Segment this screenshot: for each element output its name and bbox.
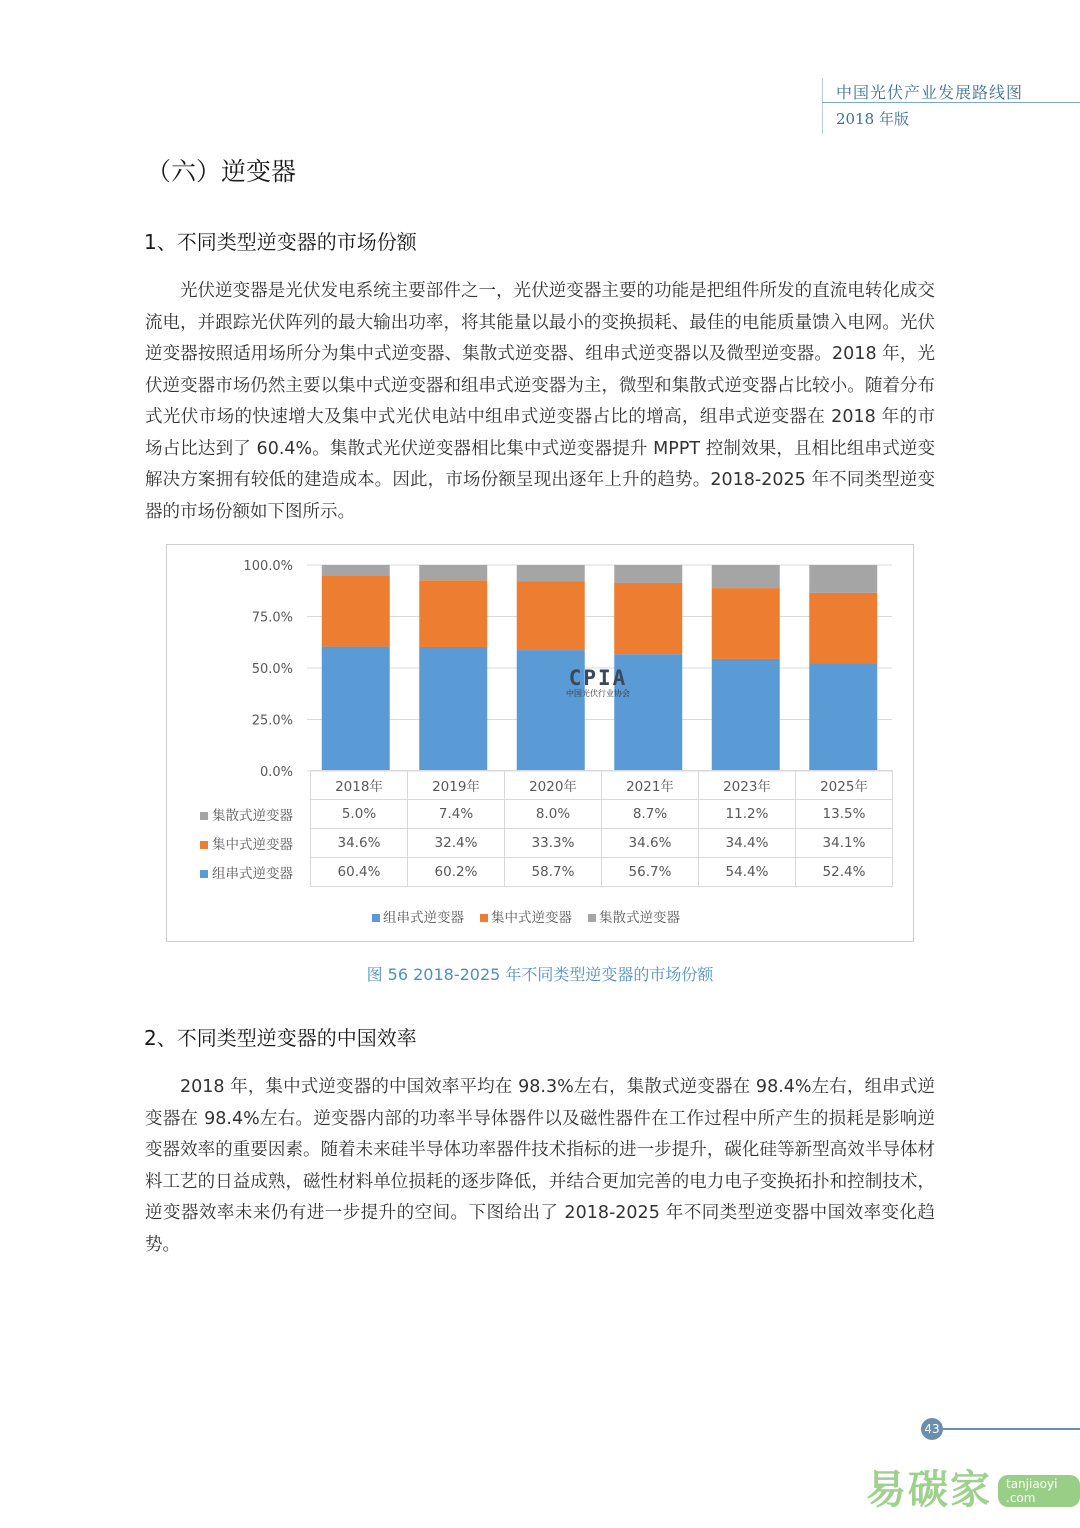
paragraph-text: 光伏逆变器是光伏发电系统主要部件之一，光伏逆变器主要的功能是把组件所发的直流电转化成交流电，并跟踪光伏阵列的最大输出功率，将其能量以最小的变换损耗、最佳的电能质量馈入电网。光伏逆变器按照适用场所分为集中式逆变器、集散式逆变器、组串式逆变器以及微型逆变器。2018 年，光伏逆变器市场仍然主要以集中式逆变器和组串式逆变器为主，微型和集散式逆变器占比较小。随着分布式光伏市场的快速增大及集中式光伏电站中组串式逆变器占比的增高，组串式逆变器在 2018 年的市场占比达到了 60.4%。集散式光伏逆变器相比集中式逆变器提升 MPPT 控制效果，且相比组串式逆变解决方案拥有较低的建造成本。因此，市场份额呈现出逐年上升的趋势。2018-2025 年不同类型逆变器的市场份额如下图所示。 — [145, 281, 935, 522]
data-label: 54.4% — [699, 858, 796, 887]
cpia-watermark — [566, 666, 630, 699]
table-row — [196, 829, 893, 858]
x-tick-label: 2021年 — [602, 771, 699, 800]
watermark-org-text: 中国光伏行业协会 — [566, 689, 630, 698]
bar-segment — [809, 663, 877, 771]
x-tick-label: 2025年 — [796, 771, 893, 800]
legend-item: 集散式逆变器 — [588, 910, 680, 926]
bar-segment — [322, 647, 390, 771]
page-number-line — [943, 1428, 1080, 1430]
header-year: 2018 年版 — [836, 110, 909, 128]
series-label: 组串式逆变器 — [196, 858, 311, 887]
bar-segment — [809, 593, 877, 663]
bar-segment — [322, 565, 390, 575]
x-tick-label: 2020年 — [505, 771, 602, 800]
data-label: 34.4% — [699, 829, 796, 858]
figure-caption: 图 56 2018-2025 年不同类型逆变器的市场份额 — [366, 965, 714, 984]
bar-segment — [419, 647, 487, 771]
x-tick-label: 2018年 — [311, 771, 408, 800]
bar-segment — [614, 565, 682, 583]
y-tick-label: 100.0% — [243, 559, 293, 574]
legend-swatch — [372, 914, 380, 922]
bar-segment — [419, 580, 487, 647]
bar-segment — [712, 659, 780, 771]
legend-swatch — [588, 914, 596, 922]
y-tick-label: 50.0% — [251, 662, 293, 677]
table-row — [196, 858, 893, 887]
site-logo-domain: tanjiaoyi .com — [998, 1475, 1080, 1507]
subsection-title-market-share: 1、不同类型逆变器的市场份额 — [144, 230, 417, 254]
series-swatch — [200, 841, 208, 849]
data-label: 34.1% — [796, 829, 893, 858]
data-label: 52.4% — [796, 858, 893, 887]
data-label: 8.0% — [505, 800, 602, 829]
legend-item: 组串式逆变器 — [372, 910, 464, 926]
x-tick-label: 2019年 — [408, 771, 505, 800]
bar-segment — [712, 588, 780, 659]
subsection-title-efficiency: 2、不同类型逆变器的中国效率 — [144, 1026, 417, 1050]
data-label: 34.6% — [602, 829, 699, 858]
chart-legend — [372, 906, 696, 926]
data-label: 60.2% — [408, 858, 505, 887]
bar-segment — [517, 565, 585, 581]
legend-item: 集中式逆变器 — [480, 910, 572, 926]
header-divider-vertical — [822, 78, 823, 134]
table-corner — [196, 771, 311, 800]
x-tick-label: 2023年 — [699, 771, 796, 800]
legend-swatch — [480, 914, 488, 922]
bar-segment — [517, 581, 585, 650]
data-label: 5.0% — [311, 800, 408, 829]
y-tick-label: 0.0% — [259, 765, 293, 780]
y-tick-label: 25.0% — [251, 713, 293, 729]
paragraph-market-share — [145, 276, 935, 528]
section-title: （六）逆变器 — [146, 157, 297, 186]
data-label: 8.7% — [602, 800, 699, 829]
y-tick-label: 75.0% — [251, 610, 293, 626]
data-label: 7.4% — [408, 800, 505, 829]
page-number: 43 — [921, 1418, 943, 1440]
series-swatch — [200, 812, 208, 820]
watermark-logo-text: CPIA — [568, 666, 628, 690]
series-label: 集散式逆变器 — [196, 800, 311, 829]
data-label: 33.3% — [505, 829, 602, 858]
paragraph-text: 2018 年，集中式逆变器的中国效率平均在 98.3%左右，集散式逆变器在 98.4%左右，组串式逆变器在 98.4%左右。逆变器内部的功率半导体器件以及磁性器件在工作过程中所产生的损耗是影响逆变器效率的重要因素。随着未来硅半导体功率器件技术指标的进一步提升，碳化硅等新型高效半导体材料工艺的日益成熟，磁性材料单位损耗的逐步降低，并结合更加完善的电力电子变换拓扑和控制技术，逆变器效率未来仍有进一步提升的空间。下图给出了 2018-2025 年不同类型逆变器中国效率变化趋势。 — [145, 1077, 935, 1255]
data-label: 58.7% — [505, 858, 602, 887]
bar-segment — [419, 565, 487, 580]
bar-segment — [322, 575, 390, 646]
series-swatch — [200, 870, 208, 878]
site-logo-text: 易碳家 — [866, 1467, 992, 1513]
bar-segment — [614, 583, 682, 654]
data-label: 13.5% — [796, 800, 893, 829]
data-label: 11.2% — [699, 800, 796, 829]
table-row — [196, 800, 893, 829]
header-title: 中国光伏产业发展路线图 — [836, 83, 1024, 102]
header-divider — [822, 102, 1080, 103]
data-label: 60.4% — [311, 858, 408, 887]
chart-data-table — [196, 770, 893, 887]
data-label: 34.6% — [311, 829, 408, 858]
bar-segment — [809, 565, 877, 593]
data-label: 32.4% — [408, 829, 505, 858]
data-label: 56.7% — [602, 858, 699, 887]
series-label: 集中式逆变器 — [196, 829, 311, 858]
paragraph-efficiency — [145, 1072, 935, 1261]
bar-segment — [712, 565, 780, 588]
